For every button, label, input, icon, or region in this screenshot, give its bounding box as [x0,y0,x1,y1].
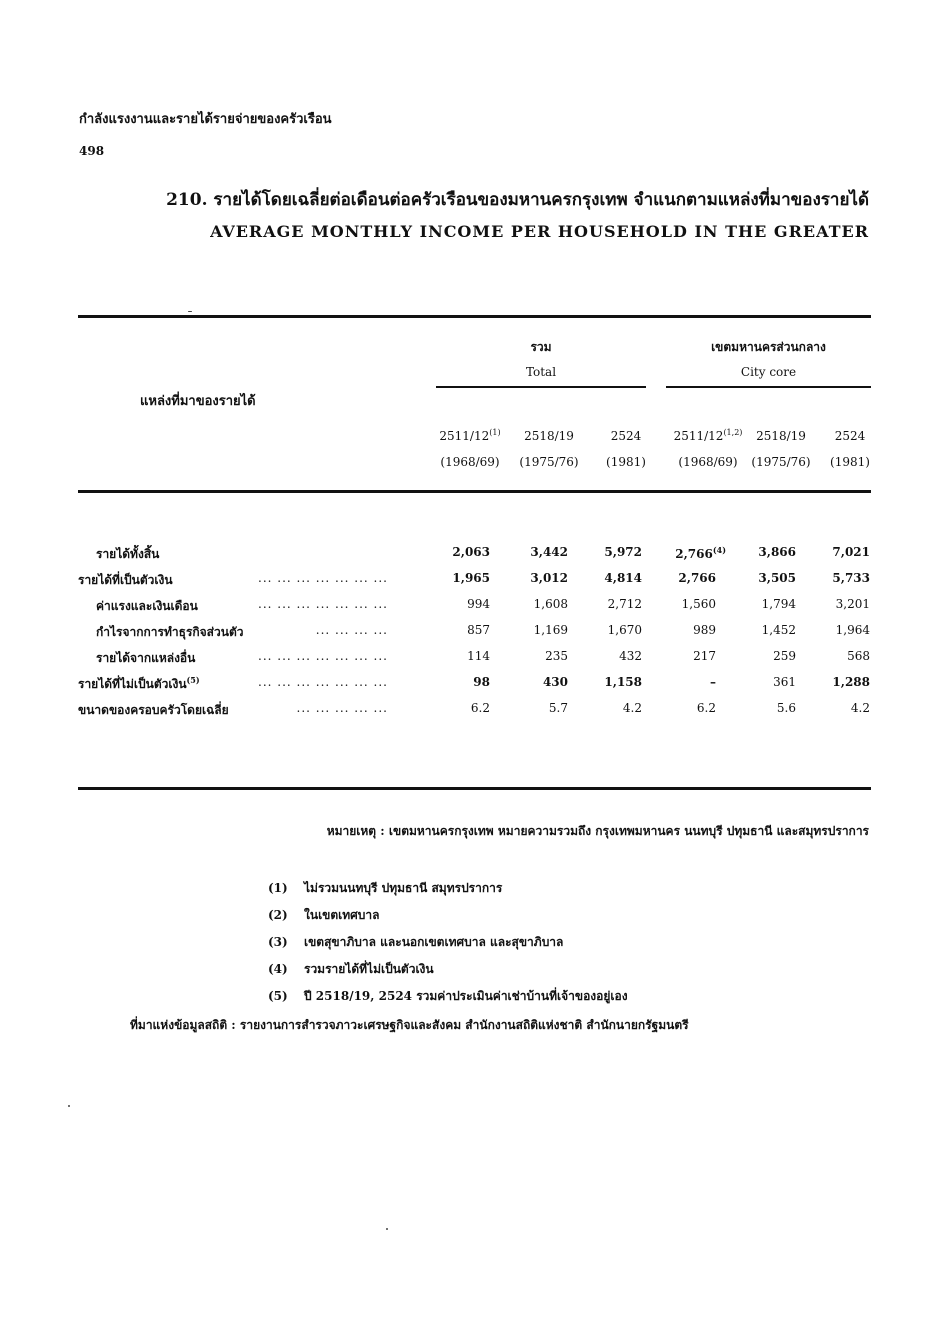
data-source: ที่มาแห่งข้อมูลสถิติ : รายงานการสำรวจภาวะเศรษฐกิจและสังคม สำนักงานสถิติแห่งชาติ สำนักนายกรัฐมนตรี [130,1018,689,1032]
column-header: 2518/19 (1975/76) [751,429,811,469]
table-row: ขนาดของครอบครัวโดยเฉลี่ย ... ... ... ... ... 6.2 5.7 4.2 6.2 5.6 4.2 [78,701,871,727]
scan-speck [188,311,192,312]
group-rule-city-core [666,386,871,388]
table-row: รายได้จากแหล่งอื่น ... ... ... ... ... ... ... 114 235 432 217 259 568 [78,649,871,675]
footnote: (4) รวมรายได้ที่ไม่เป็นตัวเงิน [268,962,434,976]
group-rule-total [436,386,646,388]
group-city-core-english: City core [740,365,797,379]
table-bottom-rule [78,787,871,790]
table-row: รายได้ที่เป็นตัวเงิน ... ... ... ... ... ... ... 1,965 3,012 4,814 2,766 3,505 5,733 [78,571,871,597]
row-label: กำไรจากการทำธุรกิจส่วนตัว [96,625,244,639]
table-row: รายได้ที่ไม่เป็นตัวเงิน$^{(5)}$ ... ... ... ... ... ... ... 98 430 1,158 – 361 1,288 [78,675,871,701]
scan-speck [386,1228,388,1230]
row-label: รายได้ที่เป็นตัวเงิน [78,573,173,587]
table-title-thai: 210. รายได้โดยเฉลี่ยต่อเดือนต่อครัวเรือนของมหานครกรุงเทพ จำแนกตามแหล่งที่มาของรายได้ [166,190,869,210]
stub-header: แหล่งที่มาของรายได้ [140,394,256,409]
table-row: กำไรจากการทำธุรกิจส่วนตัว ... ... ... ... 857 1,169 1,670 989 1,452 1,964 [78,623,871,649]
footnote: (1) ไม่รวมนนทบุรี ปทุมธานี สมุทรปราการ [268,881,503,895]
row-label: รายได้ทั้งสิ้น [96,547,160,561]
table-top-rule [78,315,871,318]
group-header-total [436,338,646,379]
column-header: 2524 (1981) [830,429,870,469]
page-number: 498 [79,144,105,158]
row-label: รายได้ที่ไม่เป็นตัวเงิน$^{(5)}$ [78,675,200,691]
group-header-city-core [666,338,871,379]
column-header: 2511/12$^{(1,2)}$ (1968/69) [673,428,743,469]
running-head: กำลังแรงงานและรายได้รายจ่ายของครัวเรือน [79,112,332,127]
footnote: (2) ในเขตเทศบาล [268,908,380,922]
table-title-english: AVERAGE MONTHLY INCOME PER HOUSEHOLD IN THE GREATER [210,222,869,241]
table-note: หมายเหตุ : เขตมหานครกรุงเทพ หมายความรวมถึง กรุงเทพมหานคร นนทบุรี ปทุมธานี และสมุทรปราการ [326,824,869,838]
scan-speck [68,1105,70,1107]
header-bottom-rule [78,490,871,493]
group-total-english: Total [525,365,557,379]
table-row: ค่าแรงและเงินเดือน ... ... ... ... ... ... ... 994 1,608 2,712 1,560 1,794 3,201 [78,597,871,623]
footnote: (3) เขตสุขาภิบาล และนอกเขตเทศบาล และสุขาภิบาล [268,935,564,949]
footnote: (5) ปี 2518/19, 2524 รวมค่าประเมินค่าเช่าบ้านที่เจ้าของอยู่เอง [268,989,628,1003]
table-row: รายได้ทั้งสิ้น 2,063 3,442 5,972 2,766$^{(4)}$ 3,866 7,021 [78,545,871,571]
group-city-core-thai: เขตมหานครส่วนกลาง [711,340,826,354]
column-header: 2524 (1981) [606,429,646,469]
column-header: 2518/19 (1975/76) [519,429,579,469]
row-label: รายได้จากแหล่งอื่น [96,651,196,665]
column-header: 2511/12$^{(1)}$ (1968/69) [439,428,501,469]
row-label: ขนาดของครอบครัวโดยเฉลี่ย [78,703,229,717]
row-label: ค่าแรงและเงินเดือน [96,599,198,613]
group-total-thai: รวม [530,340,552,354]
